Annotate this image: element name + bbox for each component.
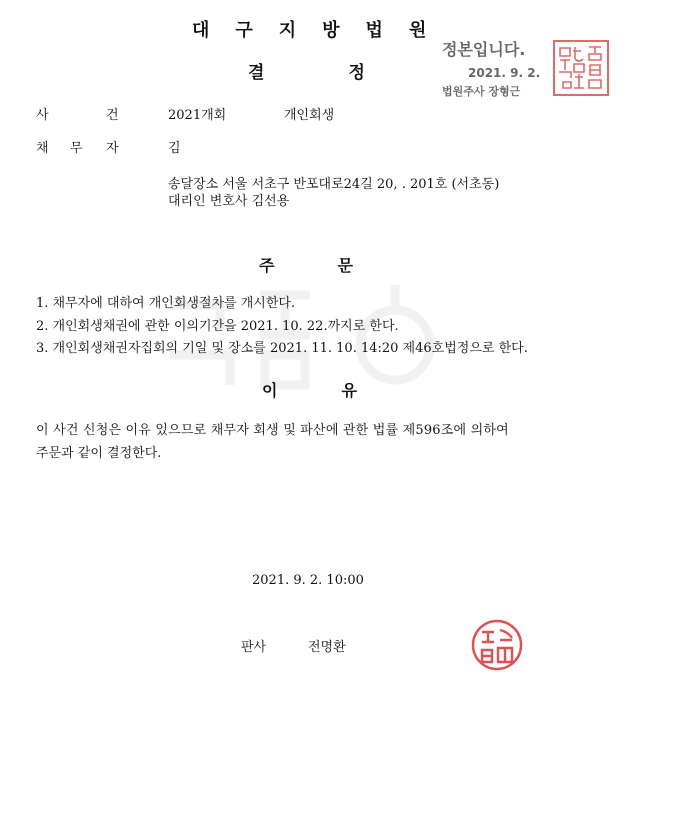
debtor-name: 김	[168, 141, 181, 156]
debtor-label-char: 자	[106, 141, 119, 156]
order-item: 3. 개인회생채권자집회의 기일 및 장소를 2021. 11. 10. 14:20 제46호법정으로 한다.	[36, 341, 528, 356]
order-heading	[259, 253, 353, 276]
document-title-char: 정	[348, 63, 365, 83]
reason-heading	[262, 378, 357, 401]
court-clerk: 법원주사 장형근	[442, 85, 521, 98]
order-heading-char: 문	[337, 256, 353, 275]
judge-seal-icon	[470, 618, 524, 672]
reason-heading-char: 이	[262, 381, 278, 400]
court-seal-stamp	[553, 40, 609, 96]
reason-text-line1: 이 사건 신청은 이유 있으므로 채무자 회생 및 파산에 관한 법률 제596조에 의하여	[36, 423, 509, 438]
order-heading-char: 주	[259, 256, 275, 275]
order-item: 1. 채무자에 대하여 개인회생절차를 개시한다.	[36, 296, 296, 311]
document-title-char: 결	[248, 63, 265, 83]
debtor-label-char: 무	[70, 141, 83, 156]
certified-date: 2021. 9. 2.	[468, 66, 541, 80]
case-label-char: 사	[36, 108, 49, 123]
debtor-label-char: 채	[36, 141, 49, 156]
certified-copy-text: 정본입니다.	[442, 40, 526, 59]
court-seal-icon	[555, 42, 607, 94]
court-name: 대구지방법원	[192, 20, 453, 41]
judge-name: 전명환	[308, 640, 346, 655]
case-number: 2021개회	[168, 108, 227, 123]
reason-text-line2: 주문과 같이 결정한다.	[36, 446, 162, 461]
service-address: 송달장소 서울 서초구 반포대로24길 20, . 201호 (서초동)	[168, 177, 500, 192]
document-title	[248, 58, 365, 83]
order-item: 2. 개인회생채권에 관한 이의기간을 2021. 10. 22.까지로 한다.	[36, 319, 399, 334]
case-name: 개인회생	[284, 108, 335, 123]
judge-title: 판사	[241, 640, 267, 655]
attorney: 대리인 변호사 김선용	[168, 194, 290, 209]
reason-heading-char: 유	[341, 381, 357, 400]
judge-seal-stamp	[470, 618, 524, 672]
decision-datetime: 2021. 9. 2. 10:00	[252, 573, 364, 588]
case-label-char: 건	[106, 108, 119, 123]
